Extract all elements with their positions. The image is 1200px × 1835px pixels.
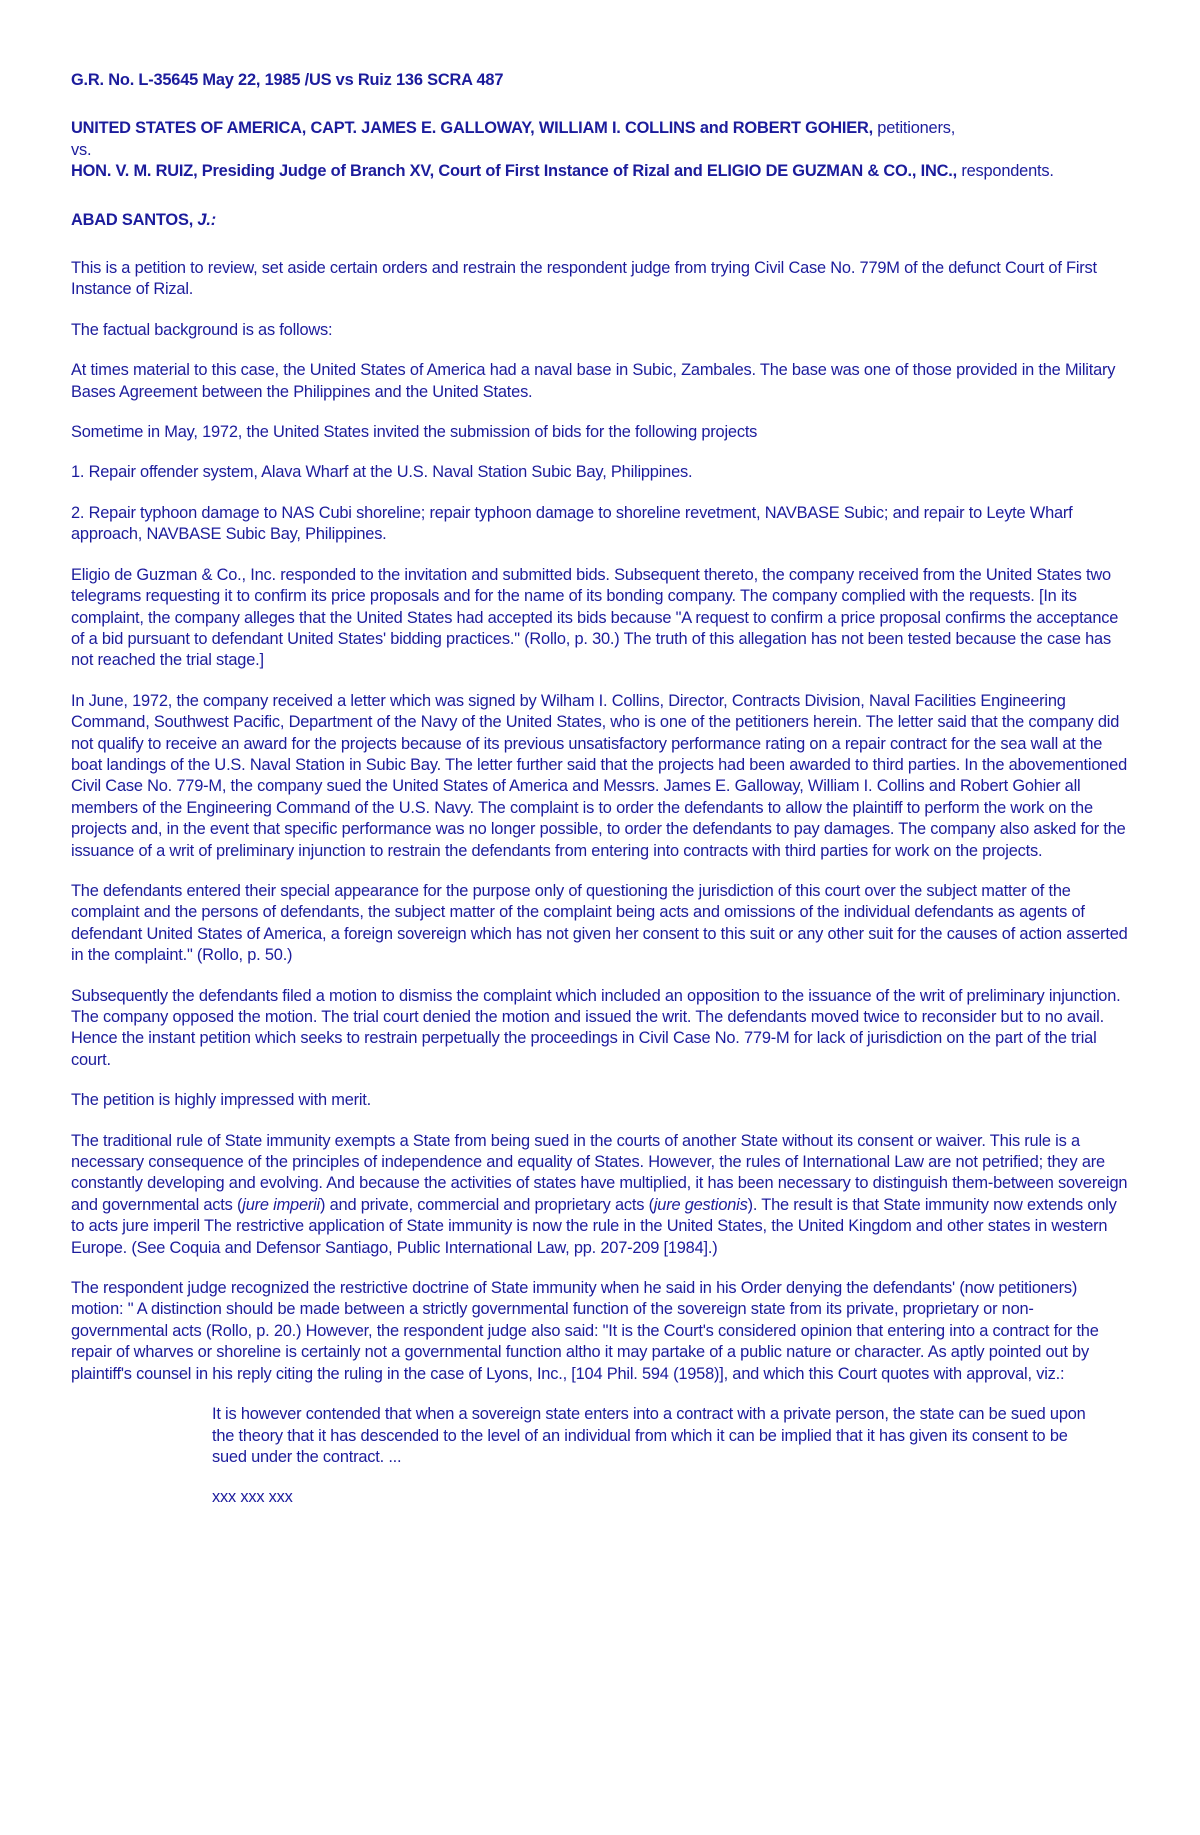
- paragraph-12-part-c: ). The result is that State immunity now extends only to acts jure imperil The restrictive application of State immunity is now the rule in the United States, the United Kingdom and other states in western Europe. (See Coquia and Defensor Santiago, Public International Law, pp. 207-209 [1984].): [71, 1195, 1117, 1257]
- ponente-title: J.:: [197, 210, 216, 229]
- case-document: [71, 70, 1129, 1509]
- petitioners-line: [71, 118, 1129, 139]
- paragraph-13: The respondent judge recognized the restrictive doctrine of State immunity when he said in his Order denying the defendants' (now petitioners) motion: " A distinction should be made between a strictly governmental function of the sovereign state from its private, proprietary or non- governmental acts (Rollo, p. 20.) However, the respondent judge also said: "It is the Court's considered opinion that entering into a contract for the repair of wharves or shoreline is certainly not a governmental function altho it may partake of a public nature or character. As aptly pointed out by plaintiff's counsel in his reply citing the ruling in the case of Lyons, Inc., [104 Phil. 594 (1958)], and which this Court quotes with approval, viz.:: [71, 1279, 1099, 1383]
- term-jure-gestionis: jure gestionis: [653, 1195, 748, 1214]
- term-jure-imperii: jure imperii: [242, 1195, 321, 1214]
- petitioners-names: UNITED STATES OF AMERICA, CAPT. JAMES E. GALLOWAY, WILLIAM I. COLLINS and ROBERT GOHIER,: [71, 119, 873, 138]
- respondents-names: HON. V. M. RUIZ, Presiding Judge of Branch XV, Court of First Instance of Rizal and ELIGIO DE GUZMAN & CO., INC.,: [71, 162, 957, 181]
- case-citation: G.R. No. L-35645 May 22, 1985 /US vs Ruiz 136 SCRA 487: [71, 71, 504, 89]
- paragraph-9: The defendants entered their special appearance for the purpose only of questioning the jurisdiction of this court over the subject matter of the complaint and the persons of defendants, the subject matter of the complaint being acts and omissions of the individual defendants as agents of defendant United States of America, a foreign sovereign which has not given her consent to this suit or any other suit for the causes of action asserted in the complaint." (Rollo, p. 50.): [71, 881, 1128, 965]
- paragraph-11: The petition is highly impressed with merit.: [71, 1091, 372, 1110]
- block-quote-ellipsis: xxx xxx xxx: [212, 1488, 293, 1507]
- versus-label: vs.: [71, 140, 92, 159]
- paragraph-2: The factual background is as follows:: [71, 320, 333, 339]
- paragraph-12-part-a: The traditional rule of State immunity exempts a State from being sued in the courts of another State without its consent or waiver. This rule is a necessary consequence of the principles of independence and equality of States. However, the rules of International Law are not petrified; they are constantly developing and evolving. And because the activities of states have multiplied, it has been necessary to distinguish them-between sovereign and governmental acts (: [71, 1131, 1128, 1214]
- paragraph-3: At times material to this case, the United States of America had a naval base in Subic, Zambales. The base was one of those provided in the Military Bases Agreement between the Philippines and the United States.: [71, 361, 1116, 401]
- respondents-role: respondents.: [956, 162, 1054, 181]
- paragraph-4: Sometime in May, 1972, the United States invited the submission of bids for the following projects: [71, 423, 758, 442]
- ponente-line: [71, 210, 1129, 231]
- paragraph-1: This is a petition to review, set aside certain orders and restrain the respondent judge from trying Civil Case No. 779M of the defunct Court of First Instance of Rizal.: [71, 259, 1097, 299]
- paragraph-7: Eligio de Guzman & Co., Inc. responded to the invitation and submitted bids. Subsequent thereto, the company received from the United States two telegrams requesting it to confirm its price proposals and for the name of its bonding company. The company complied with the requests. [In its complaint, the company alleges that the United States had accepted its bids because "A request to confirm a price proposal confirms the acceptance of a bid pursuant to defendant United States' bidding practices." (Rollo, p. 30.) The truth of this allegation has not been tested because the case has not reached the trial stage.]: [71, 565, 1119, 670]
- paragraph-5: 1. Repair offender system, Alava Wharf at the U.S. Naval Station Subic Bay, Philippines.: [71, 463, 693, 482]
- paragraph-12: [71, 1131, 1129, 1259]
- paragraph-8: In June, 1972, the company received a letter which was signed by Wilham I. Collins, Director, Contracts Division, Naval Facilities Engineering Command, Southwest Pacific, Department of the Navy of the United States, who is one of the petitioners herein. The letter said that the company did not qualify to receive an award for the projects because of its previous unsatisfactory performance rating on a repair contract for the sea wall at the boat landings of the U.S. Naval Station in Subic Bay. The letter further said that the projects had been awarded to third parties. In the abovementioned Civil Case No. 779-M, the company sued the United States of America and Messrs. James E. Galloway, William I. Collins and Robert Gohier all members of the Engineering Command of the U.S. Navy. The complaint is to order the defendants to allow the plaintiff to perform the work on the projects and, in the event that specific performance was no longer possible, to order the defendants to pay damages. The company also asked for the issuance of a writ of preliminary injunction to restrain the defendants from entering into contracts with third parties for work on the projects.: [71, 691, 1127, 860]
- paragraph-12-part-b: ) and private, commercial and proprietary acts (: [320, 1195, 654, 1214]
- paragraph-10: Subsequently the defendants filed a motion to dismiss the complaint which included an opposition to the issuance of the writ of preliminary injunction. The company opposed the motion. The trial court denied the motion and issued the writ. The defendants moved twice to reconsider but to no avail. Hence the instant petition which seeks to restrain perpetually the proceedings in Civil Case No. 779-M for lack of jurisdiction on the part of the trial court.: [71, 986, 1121, 1069]
- petitioners-role: petitioners,: [872, 119, 956, 138]
- paragraph-6: 2. Repair typhoon damage to NAS Cubi shoreline; repair typhoon damage to shoreline revetment, NAVBASE Subic; and repair to Leyte Wharf approach, NAVBASE Subic Bay, Philippines.: [71, 503, 1073, 544]
- case-parties: [71, 118, 1129, 182]
- block-quote: It is however contended that when a sovereign state enters into a contract with a private person, the state can be sued upon the theory that it has descended to the level of an individual from which it can be implied that it has given its consent to be sued under the contract. ...: [212, 1405, 1086, 1466]
- respondents-line: [71, 161, 1129, 182]
- ponente-name: ABAD SANTOS,: [71, 210, 198, 229]
